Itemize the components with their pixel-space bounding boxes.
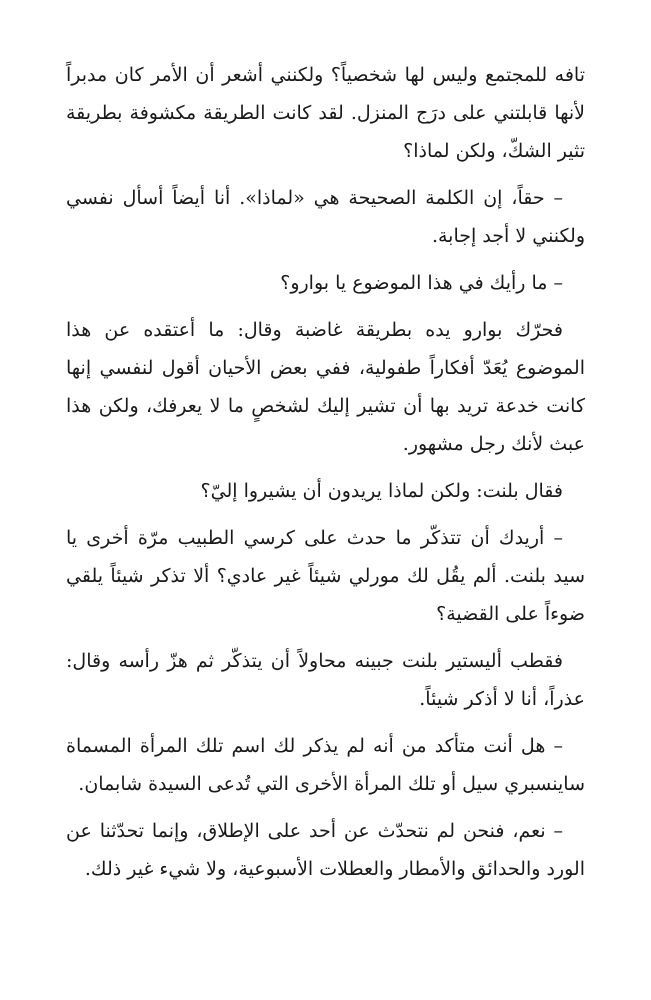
paragraph-4: فحرّك بوارو يده بطريقة غاضبة وقال: ما أعتقده عن هذا الموضوع يُعَدّ أفكاراً طفولية، ففي بعض الأحيان أقول لنفسي إنها كانت خدعة تريد بها أن تشير إليك لشخصٍ ما لا يعرفك، ولكن هذا عبث لأنك رجل مشهور. [66, 319, 585, 455]
paragraph-7: فقطب أليستير بلنت جبينه محاولاً أن يتذكّر ثم هزّ رأسه وقال: عذراً، أنا لا أذكر شيئاً. [66, 650, 585, 710]
paragraph-9: – نعم، فنحن لم نتحدّث عن أحد على الإطلاق، وإنما تحدّثنا عن الورد والحدائق والأمطار والعطلات الأسبوعية، ولا شيء غير ذلك. [66, 820, 585, 880]
paragraph-6: – أريدك أن تتذكّر ما حدث على كرسي الطبيب مرّة أخرى يا سيد بلنت. ألم يقُل لك مورلي شيئاً غير عادي؟ ألا تذكر شيئاً يلقي ضوءاً على القضية؟ [66, 527, 585, 625]
paragraph-1: تافه للمجتمع وليس لها شخصياً؟ ولكنني أشعر أن الأمر كان مدبراً لأنها قابلتني على درَج المنزل. لقد كانت الطريقة مكشوفة بطريقة تثير الشكّ، ولكن لماذا؟ [66, 64, 585, 162]
paragraph-8: – هل أنت متأكد من أنه لم يذكر لك اسم تلك المرأة المسماة ساينسبري سيل أو تلك المرأة الأخرى التي تُدعى السيدة شابمان. [66, 735, 585, 795]
paragraph-5: فقال بلنت: ولكن لماذا يريدون أن يشيروا إليّ؟ [200, 480, 563, 502]
paragraph-3: – ما رأيك في هذا الموضوع يا بوارو؟ [280, 272, 563, 294]
paragraph-2: – حقاً، إن الكلمة الصحيحة هي «لماذا». أنا أيضاً أسأل نفسي ولكنني لا أجد إجابة. [66, 187, 585, 247]
